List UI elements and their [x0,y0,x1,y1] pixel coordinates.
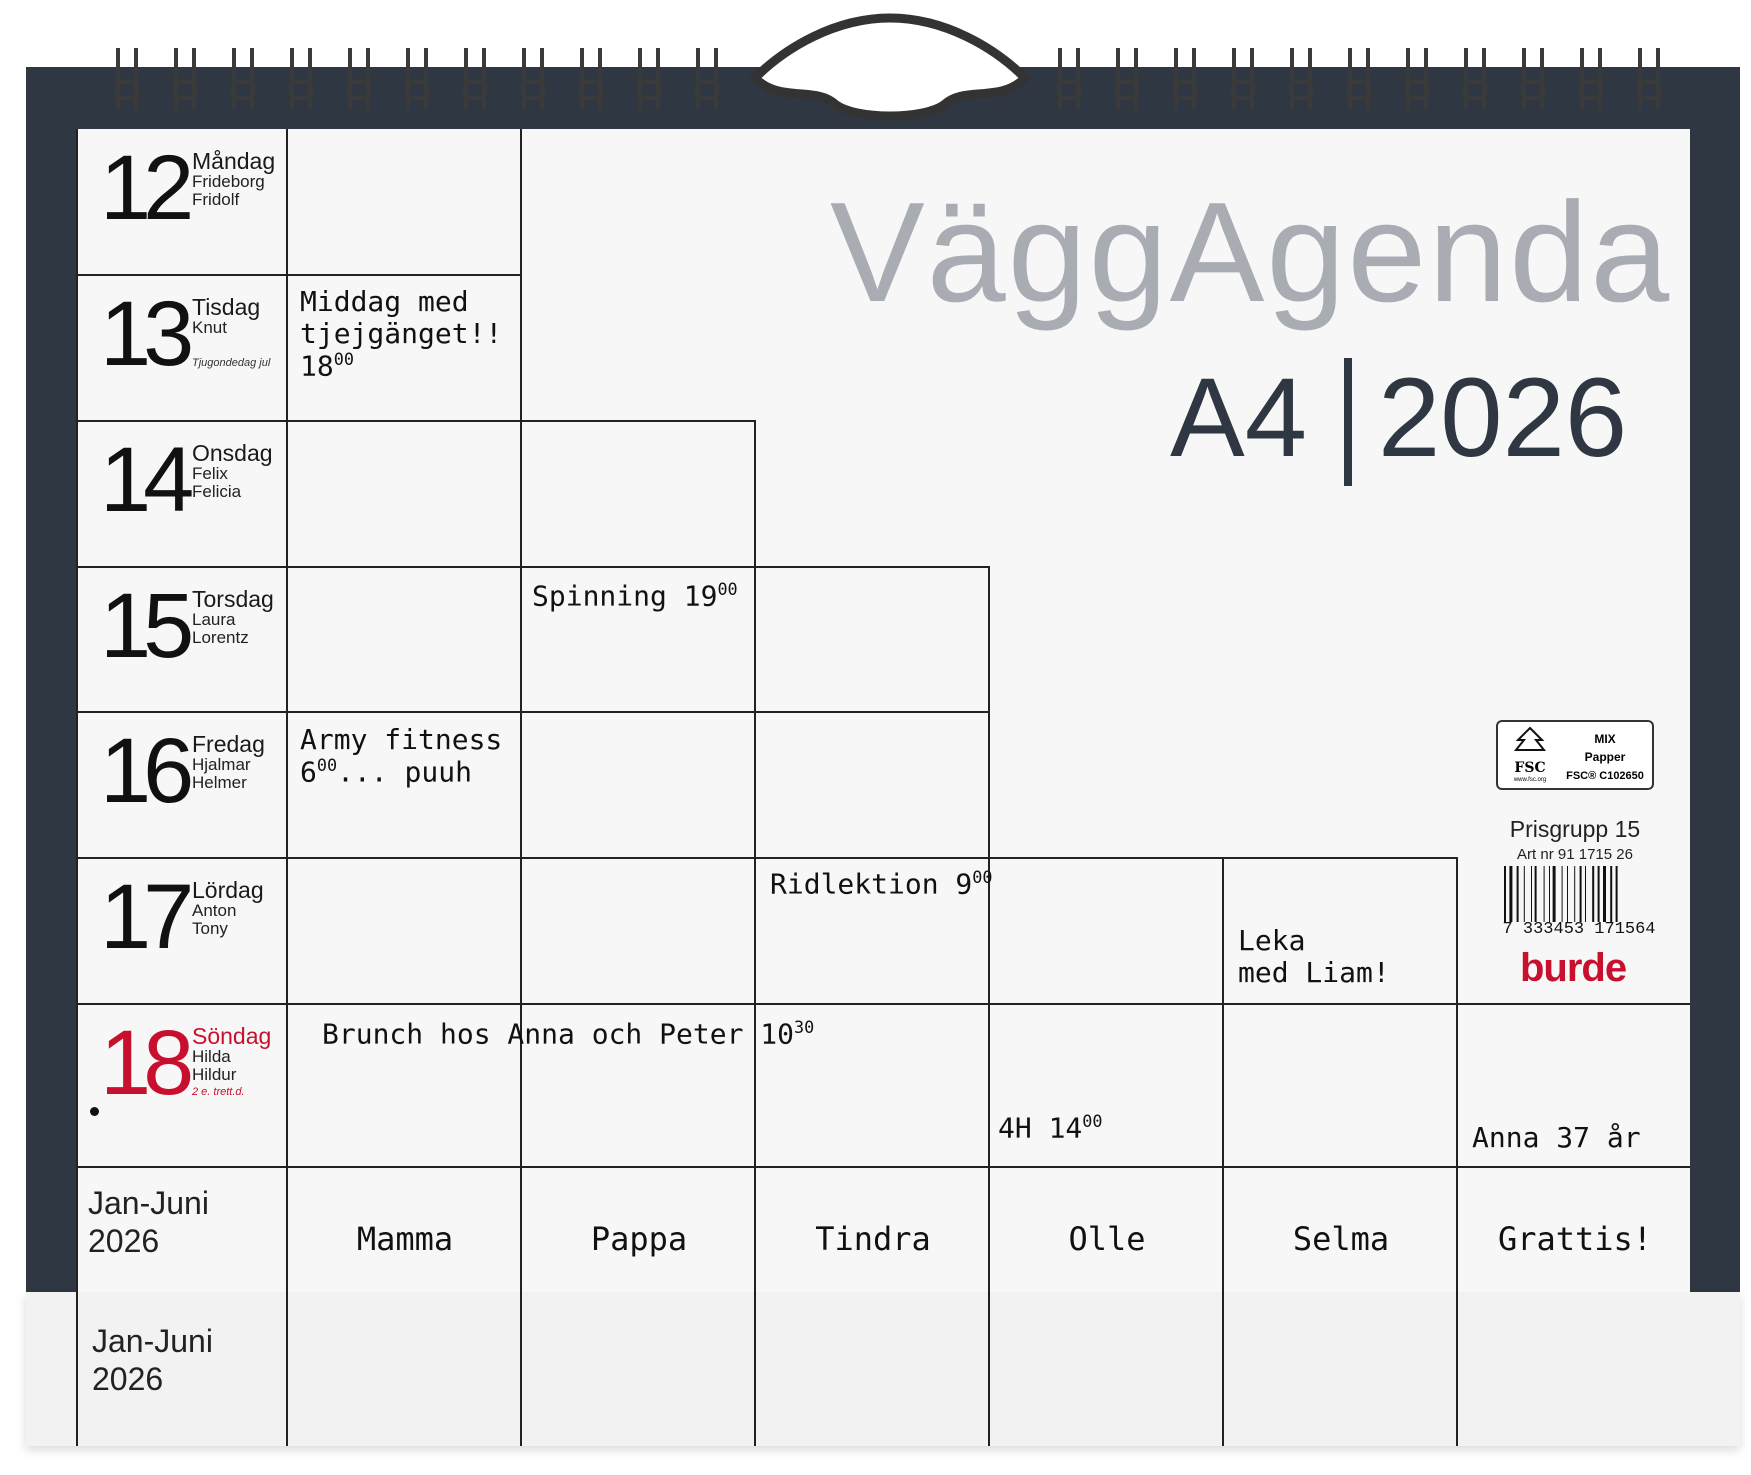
fsc-logo-text: FSC [1514,760,1546,776]
grid-line [1456,857,1458,1446]
grid-line [76,1003,1690,1005]
fsc-mix: MIX [1594,732,1616,746]
binding-ring [406,48,428,110]
name-days: Laura Lorentz [192,610,249,647]
fsc-tree-icon [1508,726,1552,756]
binding-ring [116,48,138,110]
ean-number: 7 333453 171564 [1502,920,1656,939]
product-title: VäggAgenda [830,173,1672,332]
day-number: 14 [100,429,187,531]
binding-ring [1580,48,1602,110]
day-name: Tisdag [192,294,261,320]
name-days: Felix Felicia [192,464,242,501]
fsc-paper: Papper [1584,750,1626,764]
name-days: Anton Tony [192,901,237,938]
fsc-code: FSC® C102650 [1566,770,1644,782]
name-days: Frideborg Fridolf [192,172,265,209]
binding-ring [464,48,486,110]
entry-middag: Middag med tjejgänget!! $18^{00}$ [300,285,503,383]
column-label-pappa: Pappa [590,1220,688,1258]
grid-line [76,566,988,568]
day-note: 2 e. trett.d. [192,1086,245,1098]
price-group: Prisgrupp 15 [1509,816,1641,842]
entry-birthday: Anna 37 år [1472,1121,1641,1154]
binding-ring [1464,48,1486,110]
binding-ring [1522,48,1544,110]
moon-phase-dot [90,1107,99,1116]
binding-ring [522,48,544,110]
day-name: Lördag [192,877,264,903]
grid-line [76,857,1456,859]
grid-line [76,1166,1690,1168]
period-label-next-page: Jan-Juni 2026 [92,1323,213,1397]
day-number: 15 [100,575,187,677]
entry-4h: 4H $14^{00}$ [998,1111,1103,1145]
binding-ring [1116,48,1138,110]
binding-ring [1638,48,1660,110]
barcode-icon [1504,866,1652,922]
binding-ring [1406,48,1428,110]
binding-ring [1174,48,1196,110]
binding-ring [174,48,196,110]
period-label: Jan-Juni 2026 [88,1185,209,1259]
binding-ring [232,48,254,110]
binding-ring [290,48,312,110]
day-number: 17 [100,866,187,968]
grid-line [76,420,754,422]
binding-ring [1348,48,1370,110]
day-name: Torsdag [192,586,274,612]
grid-line [1222,857,1224,1446]
binding-ring [580,48,602,110]
brand-logo: burde [1520,946,1627,990]
entry-army-fitness: Army fitness $6^{00}$... puuh [300,723,503,789]
binding-ring [1232,48,1254,110]
day-number: 13 [100,283,187,385]
name-days: Hjalmar Helmer [192,755,251,792]
entry-spinning: Spinning $19^{00}$ [532,579,738,613]
day-name: Söndag [192,1023,272,1049]
name-days: Knut [192,318,227,337]
day-name: Fredag [192,731,265,757]
fsc-badge [1496,720,1654,790]
fsc-site: www.fsc.org [1513,777,1547,783]
column-label-olle: Olle [1068,1220,1146,1258]
day-name: Onsdag [192,440,273,466]
grid-line [988,566,990,1446]
grid-line [76,274,520,276]
next-page-edge [26,1292,1740,1446]
article-number: Art nr 91 1715 26 [1517,846,1633,863]
binding-ring [348,48,370,110]
binding-ring [1290,48,1312,110]
column-label-mamma: Mamma [356,1220,454,1258]
day-note: Tjugondedag jul [192,357,271,369]
title-divider [1344,358,1352,486]
name-days: Hilda Hildur [192,1047,237,1084]
grid-line [76,129,78,1446]
day-number: 12 [100,137,187,239]
grid-line [754,420,756,1446]
column-label-tindra: Tindra [815,1220,931,1258]
binding-ring [638,48,660,110]
format-label: A4 [1170,355,1307,480]
hanger-hook [745,8,1035,128]
day-number: 16 [100,720,187,822]
column-label-grattis: Grattis! [1497,1220,1653,1258]
entry-brunch: Brunch hos Anna och Peter $10^{30}$ [322,1017,815,1051]
binding-ring [1058,48,1080,110]
grid-line [76,711,988,713]
column-label-selma: Selma [1292,1220,1390,1258]
year-label: 2026 [1378,355,1628,480]
entry-leka: Leka med Liam! [1238,924,1390,990]
day-name: Måndag [192,148,276,174]
day-number: 18 [100,1012,187,1114]
entry-ridlektion: Ridlektion $9^{00}$ [770,867,993,901]
binding-ring [696,48,718,110]
